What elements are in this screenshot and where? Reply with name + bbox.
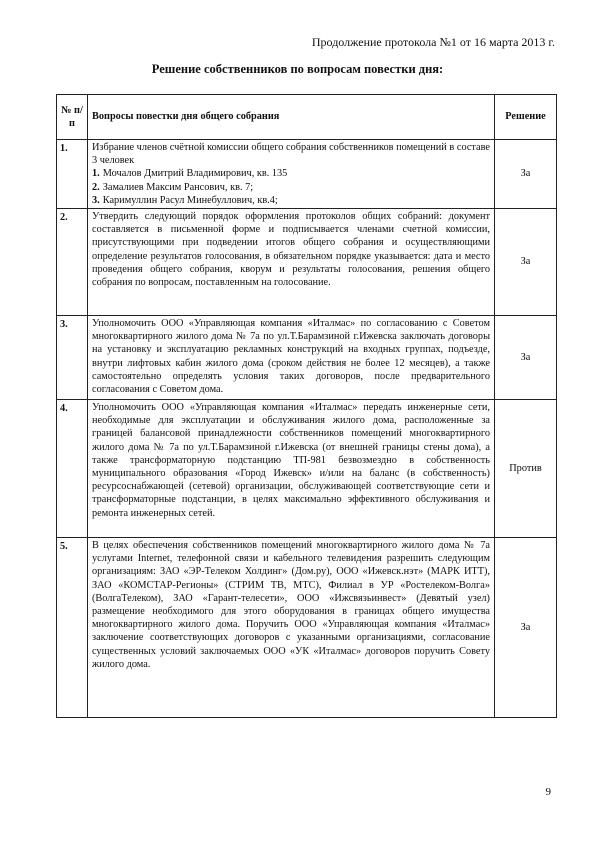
- row-number: 1.: [57, 140, 88, 209]
- list-item: [92, 167, 490, 180]
- page-number: 9: [545, 786, 551, 798]
- question-text: Уполномочить ООО «Управляющая компания «Италмас» передать инженерные сети, необходимые для эксплуатации и обслуживания жилого дома, расположенные за границей балансовой принадлежности собственников помещений многоквартирного жилого дома № 7а по ул.Т.Барамзиной г.Ижевска (от внешней границы стены дома), а также трансформаторную подстанцию ТП-981 безвозмездно в собственность муниципального образования «Город Ижевск» и/или на баланс (в собственность) ресурсоснабжающей (сетевой) организации, обслуживающей соответствующие сети и трансформаторные подстанции, в целях максимально эффективного обслуживания и ремонта инженерных сетей.: [88, 400, 495, 538]
- decision-cell: За: [495, 209, 557, 316]
- continuation-header: Продолжение протокола №1 от 16 марта 2013 г.: [311, 35, 555, 49]
- column-header-questions: Вопросы повестки дня общего собрания: [88, 95, 495, 140]
- decision-cell: За: [495, 538, 557, 718]
- table-row: [57, 209, 557, 316]
- question-text: Утвердить следующий порядок оформления протоколов общих собраний: документ составляется в письменной форме и подписывается членами счетной комиссии, присутствующими при подведении итогов общего собрания и осуществляющими определение результатов голосования, в обязательном порядке указывается: дата и место проведения общего собрания, кворум и результаты голосования, решения общего собрания по вопросам, поставленным на голосование.: [88, 209, 495, 316]
- list-item-text: Каримуллин Расул Минебуллович, кв.4;: [102, 194, 278, 206]
- row-number: 3.: [57, 316, 88, 400]
- decision-cell: За: [495, 140, 557, 209]
- table-row: [57, 316, 557, 400]
- question-cell: [88, 140, 495, 209]
- list-item: [92, 181, 490, 194]
- list-item-text: Мочалов Дмитрий Владимирович, кв. 135: [102, 168, 288, 180]
- list-item-number: 1.: [92, 168, 100, 180]
- column-header-number: № п/п: [57, 95, 88, 140]
- table-row: [57, 400, 557, 538]
- list-item-number: 2.: [92, 181, 100, 193]
- decision-cell: Против: [495, 400, 557, 538]
- table-header-row: [57, 95, 557, 140]
- list-item-text: Замалиев Максим Рансович, кв. 7;: [102, 181, 254, 193]
- decision-cell: За: [495, 316, 557, 400]
- row-number: 4.: [57, 400, 88, 538]
- question-text: Избрание членов счётной комиссии общего собрания собственников помещений в составе 3 человек: [92, 142, 490, 167]
- table-row: [57, 140, 557, 209]
- list-item-number: 3.: [92, 194, 100, 206]
- row-number: 5.: [57, 538, 88, 718]
- row-number: 2.: [57, 209, 88, 316]
- table-row: [57, 538, 557, 718]
- column-header-decision: Решение: [495, 95, 557, 140]
- question-text: В целях обеспечения собственников помещений многоквартирного жилого дома № 7а услугами Internet, телефонной связи и кабельного телевидения разрешить следующим организациям: ЗАО «ЭР-Телеком Холдинг» (Дом.ру), ООО «Ижевск.нэт» (МАРК ИТТ), ЗАО «КОМСТАР-Регионы» (СТРИМ ТВ, МТС), Филиал в УР «Ростелеком-Волга» (ВолгаТелеком), ЗАО «Гарант-телесети», ООО «Ижсвязьинвест» (Девятый узел) размещение необходимого для этого оборудования в границах общего имущества многоквартирного жилого дома. Поручить ООО «Управляющая компания «Италмас» заключение соответствующих договоров с указанными организациями, согласование существенных условий заключаемых ООО «УК «Италмас» договоров поручить Совету жилого дома.: [88, 538, 495, 718]
- list-item: [92, 194, 490, 207]
- question-text: Уполномочить ООО «Управляющая компания «Италмас» по согласованию с Советом многоквартирного жилого дома № 7а по ул.Т.Барамзиной г.Ижевска заключать договоры на установку и эксплуатацию рекламных конструкций на входных группах, подъезде, внутри лифтовых кабин жилого дома (сроком действия не более 12 месяцев), а также самостоятельно определять условия таких договоров, после предварительного согласования с Советом дома.: [88, 316, 495, 400]
- agenda-decisions-table: [56, 94, 557, 718]
- page-title: Решение собственников по вопросам повестки дня:: [151, 62, 444, 76]
